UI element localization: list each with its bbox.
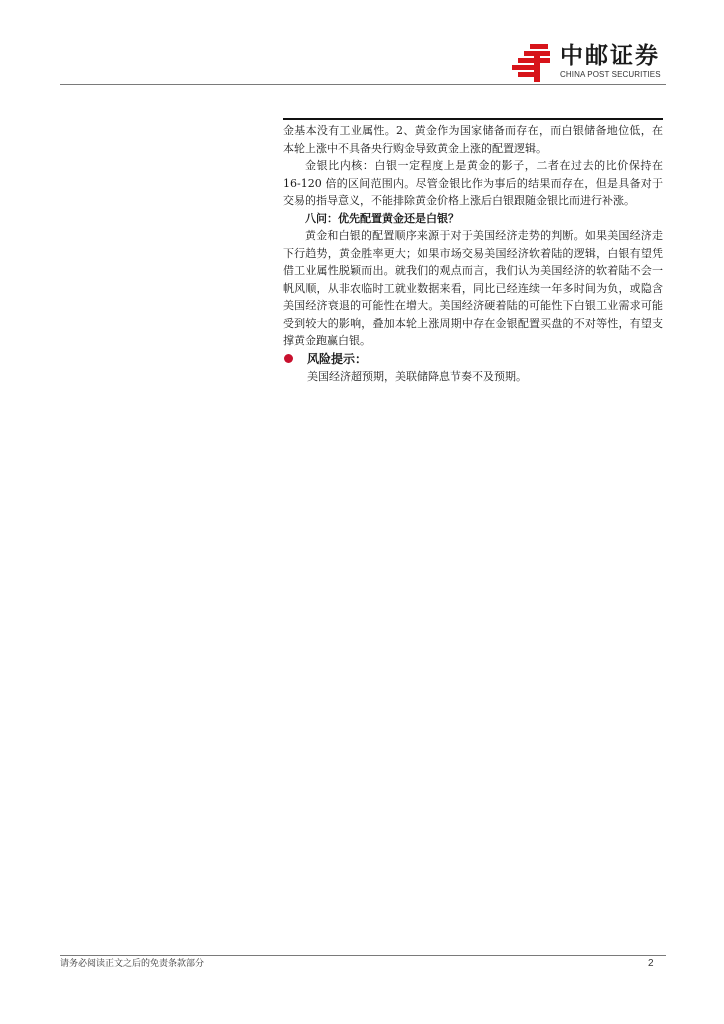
bullet-dot-icon [284, 354, 293, 363]
brand-name-cn: 中邮证券 [560, 43, 660, 69]
china-post-logo-icon [512, 44, 556, 82]
question-heading: 八问：优先配置黄金还是白银？ [305, 211, 459, 225]
page-number: 2 [648, 958, 654, 969]
footer-divider [60, 955, 666, 956]
paragraph-2: 金银比内核：白银一定程度上是黄金的影子，二者在过去的比价保持在 16-120 倍的区间范围内。尽管金银比作为事后的结果而存在，但是具备对于交易的指导意义，不能排除黄金价格上涨后白银跟随金银比而进行补涨。 [283, 159, 663, 207]
content-top-rule [283, 118, 663, 120]
brand-name-en: CHINA POST SECURITIES [560, 70, 661, 79]
risk-heading-row [283, 350, 663, 368]
risk-title: 风险提示： [307, 351, 368, 366]
header-divider [60, 84, 666, 85]
main-content [283, 118, 663, 386]
paragraph-3: 黄金和白银的配置顺序来源于对于美国经济走势的判断。如果美国经济走下行趋势，黄金胜率更大；如果市场交易美国经济软着陆的逻辑，白银有望凭借工业属性脱颖而出。就我们的观点而言，我们认为美国经济的软着陆不会一帆风顺，从非农临时工就业数据来看，同比已经连续一年多时间为负，或隐含美国经济衰退的可能性在增大。美国经济硬着陆的可能性下白银工业需求可能受到较大的影响，叠加本轮上涨周期中存在金银配置买盘的不对等性，有望支撑黄金跑赢白银。 [283, 229, 663, 347]
risk-text: 美国经济超预期，美联储降息节奏不及预期。 [307, 369, 527, 383]
page-header [0, 0, 724, 86]
paragraph-1: 金基本没有工业属性。2、黄金作为国家储备而存在，而白银储备地位低，在本轮上涨中不具备央行购金导致黄金上涨的配置逻辑。 [283, 124, 663, 155]
footer-disclaimer: 请务必阅读正文之后的免责条款部分 [60, 959, 205, 969]
